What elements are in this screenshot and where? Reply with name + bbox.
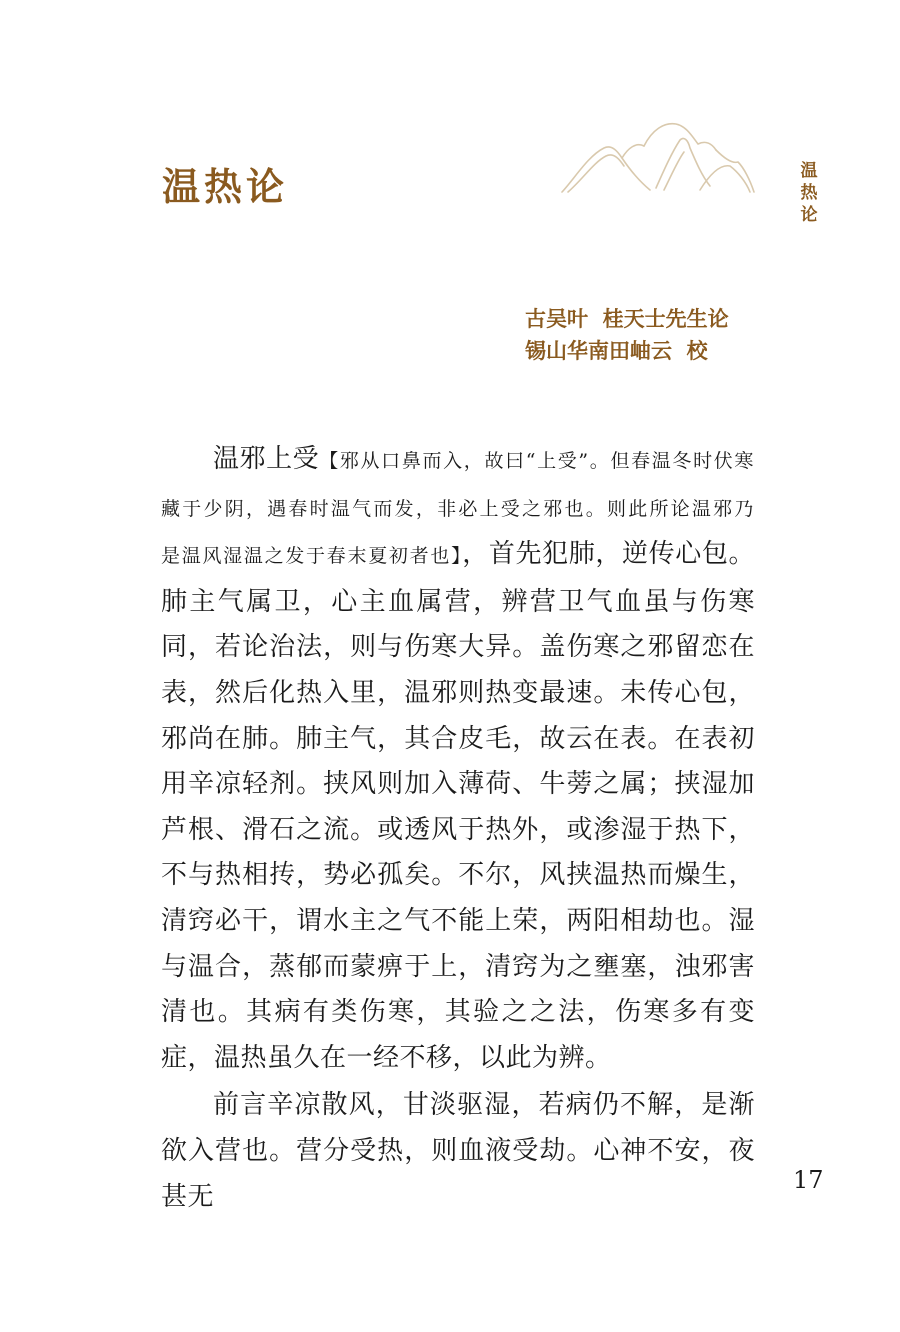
mountain-decoration-icon (560, 118, 755, 198)
main-text (161, 437, 755, 1220)
running-head (797, 160, 821, 226)
byline-author: 古吴叶 桂天士先生论 (525, 306, 729, 331)
page-number: 17 (793, 1166, 824, 1194)
author-byline (525, 303, 729, 367)
running-head-char: 热 (800, 183, 818, 203)
paragraph-text: ，首先犯肺，逆传心包。肺主气属卫，心主血属营，辨营卫气血虽与伤寒同，若论治法，则与伤寒大异。盖伤寒之邪留恋在表，然后化热入里，温邪则热变最速。未传心包，邪尚在肺。肺主气，其合皮毛，故云在表。在表初用辛凉轻剂。挟风则加入薄荷、牛蒡之属；挟湿加芦根、滑石之流。或透风于热外，或渗湿于热下，不与热相抟，势必孤矣。不尔，风挟温热而燥生，清窍必干，谓水主之气不能上荣，两阳相劫也。湿与温合，蒸郁而蒙痹于上，清窍为之壅塞，浊邪害清也。其病有类伤寒，其验之之法，伤寒多有变症，温热虽久在一经不移，以此为辨。 (161, 539, 755, 1073)
running-head-char: 温 (800, 161, 818, 181)
paragraph: 前言辛凉散风，甘淡驱湿，若病仍不解，是渐欲入营也。营分受热，则血液受劫。心神不安，夜甚无 (161, 1090, 755, 1212)
annotation: 【邪从口鼻而入，故曰“上受”。但春温冬时伏寒藏于少阴，遇春时温气而发，非必上受之邪也。则此所论温邪乃是温风湿温之发于春末夏初者也】 (161, 450, 755, 568)
paragraph-lead: 温邪上受 (213, 444, 320, 474)
byline-editor: 锡山华南田岫云 校 (525, 338, 708, 363)
running-head-char: 论 (800, 205, 818, 225)
chapter-title: 温热论 (162, 164, 289, 209)
paragraph (161, 437, 755, 1081)
